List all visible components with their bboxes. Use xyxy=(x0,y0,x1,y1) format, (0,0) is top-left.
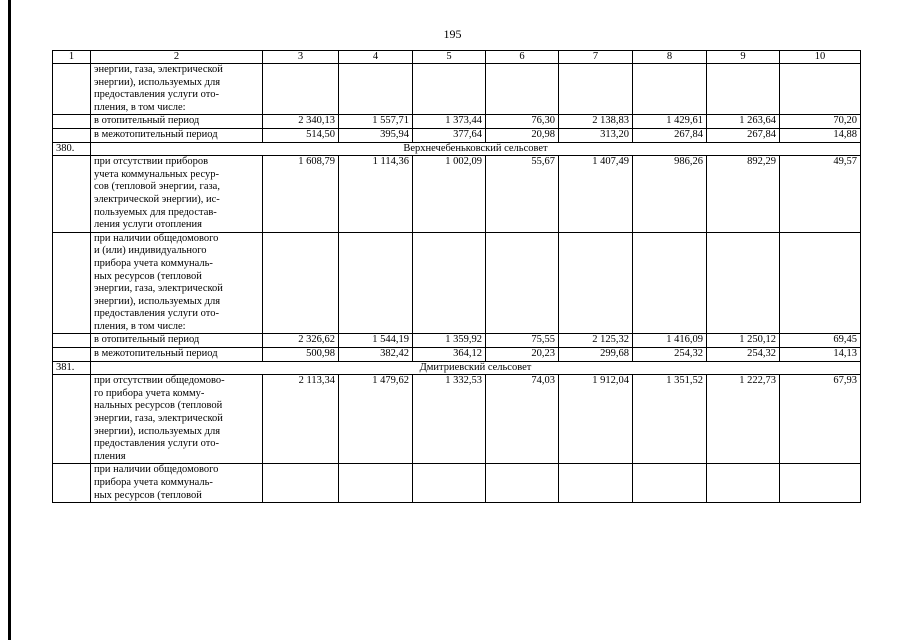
table-row xyxy=(53,464,861,503)
row-number-cell xyxy=(53,156,91,233)
value-cell: 70,20 xyxy=(780,115,861,129)
row-label: в отопительный период xyxy=(91,115,263,129)
empty-cell xyxy=(559,64,633,115)
label-line: пользуемых для предостав- xyxy=(94,206,217,218)
table-row xyxy=(53,64,861,115)
label-line: энергии), используемых для xyxy=(94,76,221,88)
value-cell: 2 125,32 xyxy=(559,334,633,348)
page-number: 195 xyxy=(443,27,462,41)
column-number-row xyxy=(53,51,861,64)
value-cell: 1 544,19 xyxy=(339,334,413,348)
label-line: энергии, газа, электрической xyxy=(94,64,223,75)
value-cell: 69,45 xyxy=(780,334,861,348)
value-cell: 1 608,79 xyxy=(263,156,339,233)
empty-cell xyxy=(339,64,413,115)
empty-cell xyxy=(559,232,633,334)
section-name: Дмитриевский сельсовет xyxy=(91,361,861,375)
empty-cell xyxy=(707,64,780,115)
label-line: ных ресурсов (тепловой xyxy=(94,270,202,282)
label-line: предоставления услуги ото- xyxy=(94,89,219,101)
value-cell: 20,98 xyxy=(486,128,559,142)
empty-cell xyxy=(486,232,559,334)
table-row xyxy=(53,232,861,334)
row-number-cell xyxy=(53,464,91,503)
section-name: Верхнечебеньковский сельсовет xyxy=(91,142,861,156)
column-number-cell: 8 xyxy=(633,51,707,64)
empty-cell xyxy=(633,232,707,334)
value-cell: 1 557,71 xyxy=(339,115,413,129)
tariff-table xyxy=(52,50,861,503)
value-cell: 75,55 xyxy=(486,334,559,348)
value-cell: 1 416,09 xyxy=(633,334,707,348)
value-cell: 1 429,61 xyxy=(633,115,707,129)
value-cell: 364,12 xyxy=(413,348,486,362)
empty-cell xyxy=(486,64,559,115)
label-line: учета коммунальных ресур- xyxy=(94,168,219,180)
value-cell: 14,13 xyxy=(780,348,861,362)
empty-cell xyxy=(633,64,707,115)
label-line: энергии), используемых для xyxy=(94,425,221,437)
value-cell: 986,26 xyxy=(633,156,707,233)
column-number-cell: 3 xyxy=(263,51,339,64)
label-line: го прибора учета комму- xyxy=(94,387,205,399)
column-number-cell: 7 xyxy=(559,51,633,64)
value-cell: 892,29 xyxy=(707,156,780,233)
row-label xyxy=(91,464,263,503)
value-cell: 1 250,12 xyxy=(707,334,780,348)
empty-cell xyxy=(707,232,780,334)
label-line: пления xyxy=(94,450,126,462)
value-cell: 20,23 xyxy=(486,348,559,362)
empty-cell xyxy=(339,464,413,503)
label-line: энергии, газа, электрической xyxy=(94,413,223,425)
value-cell: 1 479,62 xyxy=(339,375,413,464)
row-label: в межотопительный период xyxy=(91,128,263,142)
value-cell: 500,98 xyxy=(263,348,339,362)
table-row xyxy=(53,375,861,464)
row-number-cell xyxy=(53,128,91,142)
label-line: предоставления услуги ото- xyxy=(94,438,219,450)
label-line: ных ресурсов (тепловой xyxy=(94,489,202,501)
value-cell: 313,20 xyxy=(559,128,633,142)
value-cell: 2 326,62 xyxy=(263,334,339,348)
table-row xyxy=(53,115,861,129)
value-cell: 514,50 xyxy=(263,128,339,142)
label-line: предоставления услуги ото- xyxy=(94,308,219,320)
value-cell: 299,68 xyxy=(559,348,633,362)
value-cell: 1 351,52 xyxy=(633,375,707,464)
label-line: ления услуги отопления xyxy=(94,219,202,231)
row-number-cell xyxy=(53,348,91,362)
column-number-cell: 1 xyxy=(53,51,91,64)
empty-cell xyxy=(559,464,633,503)
value-cell: 267,84 xyxy=(633,128,707,142)
column-number-cell: 2 xyxy=(91,51,263,64)
row-label xyxy=(91,64,263,115)
value-cell: 1 407,49 xyxy=(559,156,633,233)
column-number-cell: 4 xyxy=(339,51,413,64)
column-number-cell: 9 xyxy=(707,51,780,64)
row-number-cell xyxy=(53,64,91,115)
value-cell: 1 222,73 xyxy=(707,375,780,464)
table-row xyxy=(53,128,861,142)
value-cell: 254,32 xyxy=(633,348,707,362)
label-line: энергии, газа, электрической xyxy=(94,283,223,295)
label-line: электрической энергии), ис- xyxy=(94,193,220,205)
label-line: при наличии общедомового xyxy=(94,464,219,476)
label-line: пления, в том числе: xyxy=(94,320,186,332)
empty-cell xyxy=(780,232,861,334)
empty-cell xyxy=(633,464,707,503)
value-cell: 1 373,44 xyxy=(413,115,486,129)
row-label xyxy=(91,375,263,464)
label-line: при наличии общедомового xyxy=(94,232,219,244)
value-cell: 49,57 xyxy=(780,156,861,233)
value-cell: 55,67 xyxy=(486,156,559,233)
empty-cell xyxy=(339,232,413,334)
row-label: в отопительный период xyxy=(91,334,263,348)
section-row xyxy=(53,142,861,156)
empty-cell xyxy=(707,464,780,503)
value-cell: 67,93 xyxy=(780,375,861,464)
value-cell: 74,03 xyxy=(486,375,559,464)
empty-cell xyxy=(413,232,486,334)
table-row xyxy=(53,156,861,233)
empty-cell xyxy=(413,464,486,503)
table-row xyxy=(53,334,861,348)
row-label: в межотопительный период xyxy=(91,348,263,362)
label-line: пления, в том числе: xyxy=(94,101,186,113)
left-margin-rule xyxy=(8,0,11,640)
value-cell: 14,88 xyxy=(780,128,861,142)
value-cell: 1 359,92 xyxy=(413,334,486,348)
label-line: прибора учета коммуналь- xyxy=(94,257,213,269)
empty-cell xyxy=(486,464,559,503)
empty-cell xyxy=(780,64,861,115)
value-cell: 382,42 xyxy=(339,348,413,362)
value-cell: 395,94 xyxy=(339,128,413,142)
row-number-cell xyxy=(53,375,91,464)
label-line: сов (тепловой энергии, газа, xyxy=(94,181,220,193)
value-cell: 1 332,53 xyxy=(413,375,486,464)
value-cell: 2 113,34 xyxy=(263,375,339,464)
section-row xyxy=(53,361,861,375)
label-line: при отсутствии общедомово- xyxy=(94,375,225,387)
label-line: при отсутствии приборов xyxy=(94,156,209,168)
empty-cell xyxy=(263,232,339,334)
value-cell: 2 340,13 xyxy=(263,115,339,129)
row-number-cell xyxy=(53,334,91,348)
section-number: 381. xyxy=(53,361,91,375)
empty-cell xyxy=(263,64,339,115)
value-cell: 1 912,04 xyxy=(559,375,633,464)
value-cell: 1 114,36 xyxy=(339,156,413,233)
value-cell: 267,84 xyxy=(707,128,780,142)
empty-cell xyxy=(263,464,339,503)
label-line: энергии), используемых для xyxy=(94,295,221,307)
value-cell: 377,64 xyxy=(413,128,486,142)
row-label xyxy=(91,232,263,334)
empty-cell xyxy=(780,464,861,503)
value-cell: 254,32 xyxy=(707,348,780,362)
label-line: нальных ресурсов (тепловой xyxy=(94,400,223,412)
empty-cell xyxy=(413,64,486,115)
value-cell: 76,30 xyxy=(486,115,559,129)
value-cell: 1 002,09 xyxy=(413,156,486,233)
section-number: 380. xyxy=(53,142,91,156)
column-number-cell: 5 xyxy=(413,51,486,64)
table-row xyxy=(53,348,861,362)
row-number-cell xyxy=(53,115,91,129)
label-line: и (или) индивидуального xyxy=(94,245,207,257)
column-number-cell: 6 xyxy=(486,51,559,64)
row-label xyxy=(91,156,263,233)
value-cell: 1 263,64 xyxy=(707,115,780,129)
value-cell: 2 138,83 xyxy=(559,115,633,129)
label-line: прибора учета коммуналь- xyxy=(94,477,213,488)
column-number-cell: 10 xyxy=(780,51,861,64)
row-number-cell xyxy=(53,232,91,334)
